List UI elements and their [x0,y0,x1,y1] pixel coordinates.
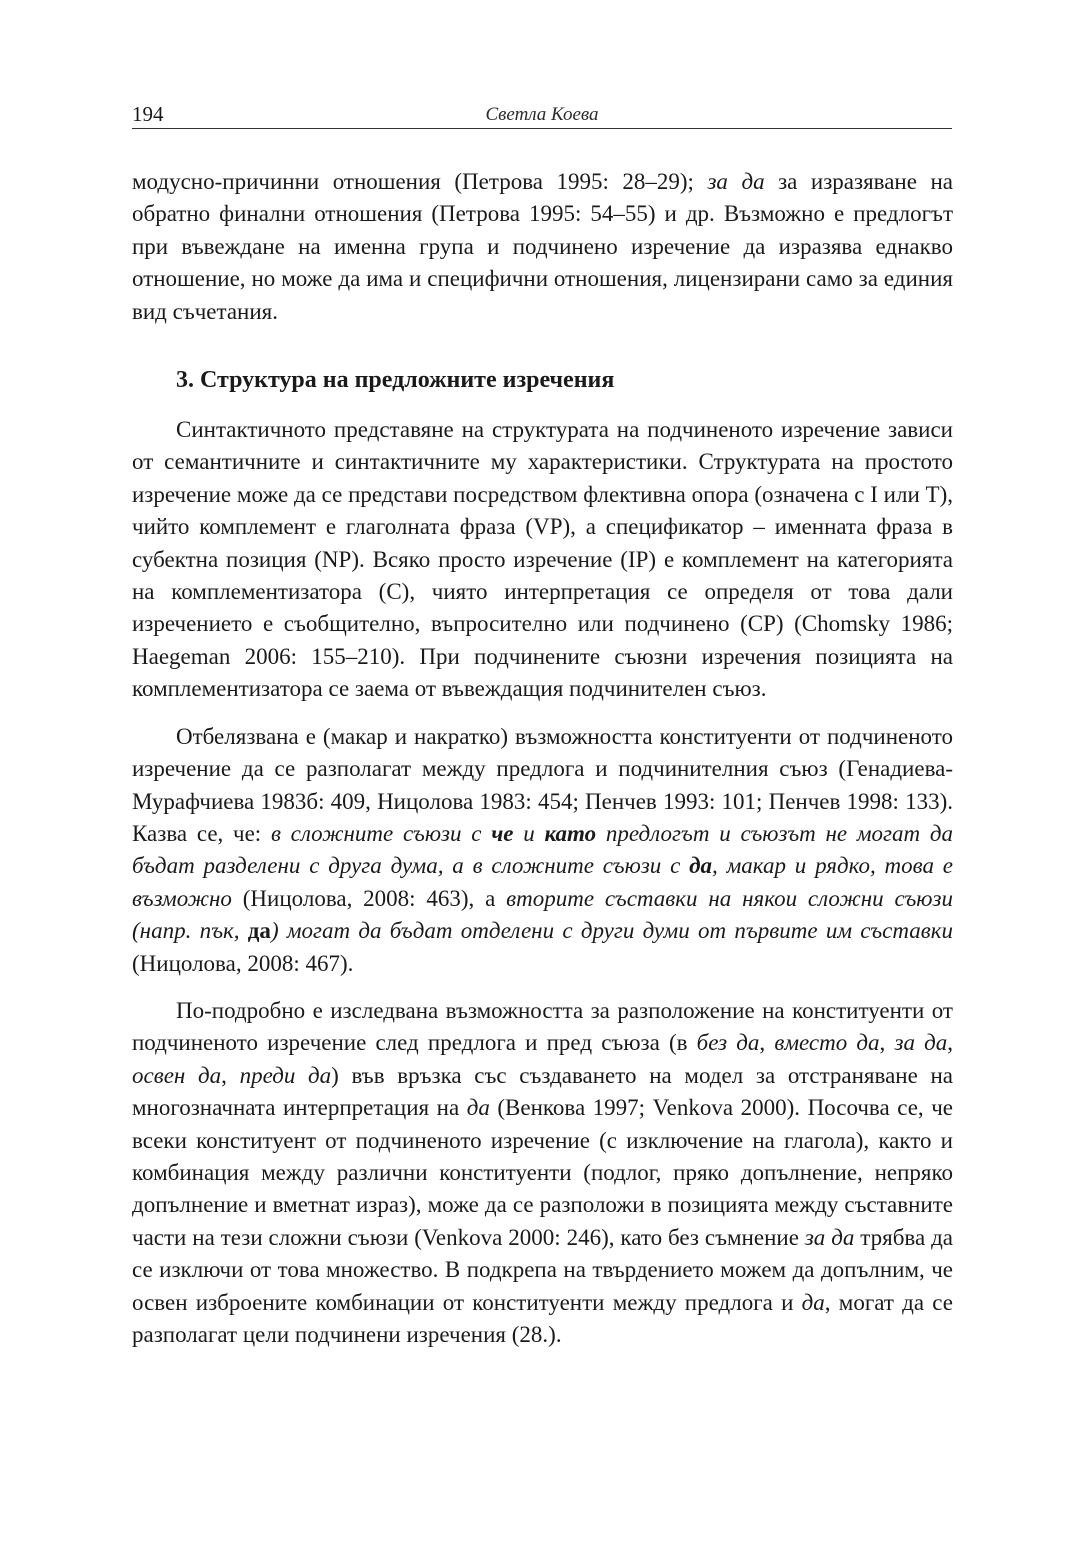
italic-term: освен да [132,1062,222,1088]
text-run: ) във връзка със създаването на модел за отстраняване на многозначната интерпретация на [132,1062,953,1121]
running-head-author: Светла Коева [485,104,599,125]
text-run: (Ницолова, 2008: 467). [132,950,354,976]
section-heading: 3. Структура на предложните изречения [176,367,615,394]
page-header [132,100,952,129]
bold-term: да [247,918,271,944]
paragraph-gap [132,980,953,995]
text-run: трябва да се изключи от това множество. В подкрепа на твърдението можем да допълним, че освен изброените комбинации от конституенти между предлога и [132,1224,953,1315]
italic-term: за да [894,1030,948,1056]
paragraph-detailed-study [132,995,953,1351]
quote-italic: предлогът и съюзът не могат да бъдат разделени с друга дума, а в сложните съюзи с [132,820,953,879]
italic-term: за да [804,1224,855,1250]
italic-term: за да [707,169,765,194]
intro-paragraph [132,166,953,328]
text-run: (Венкова 1997; Venkova 2000). Посочва се, че всеки конституент от подчиненото изречение (с изключение на глагола), както и комбинация между различни конституенти (подлог, пряко допълнение, непряко допълнение и вметнат израз), може да се разположи в позицията между съставните части на тези сложни съюзи (Venkova 2000: 246), като без съмнение [132,1095,953,1250]
paragraph-gap [132,706,953,721]
italic-term: вместо да [774,1030,880,1056]
text-run: модусно-причинни отношения (Петрова 1995: 28–29); [132,169,708,194]
quote-italic: и [513,820,545,846]
italic-term: да [801,1289,825,1315]
quote-italic: ) могат да бъдат отделени с други думи от първите им съставки [270,918,953,944]
text-run: за изразяване на обратно финални отношения (Петрова 1995: 54–55) и др. Възможно е предлогът при въвеждане на именна група и подчинено изречение да изразява еднакво отношение, но може да има и специфични отношения, лицензирани само за единия вид съчетания. [132,169,953,324]
quote-italic: вторите съставки на някои сложни съюзи (напр. пък, [132,885,953,944]
italic-term: без да [696,1030,760,1056]
quote-italic: , макар и рядко, това е възможно [132,853,954,911]
text-run: , [947,1030,953,1056]
text-run: , [221,1062,240,1088]
paragraph-structure: Синтактичното представяне на структурата на подчиненото изречение зависи от семантичните и синтактичните му характеристики. Структурата на простото изречение може да се представи посредством флективна опора (означена с I или Т), чийто комплемент е глаголната фраза (VP), а спецификатор – именната фраза в субектна позиция (NP). Всяко просто изречение (IP) е комплемент на категорията на комплементизатора (С), чиято интерпретация се определя от това дали изречението е съобщително, въпросително или подчинено (СР) (Chomsky 1986; Haegeman 2006: 155–210). При подчинените съюзни изречения позицията на комплементизатора се заема от въвеждащия подчинителен съюз. [132,417,953,702]
italic-term: преди да [239,1062,332,1088]
text-run: (Ницолова, 2008: 463), а [231,885,507,911]
text-run: Отбелязвана е (макар и накратко) възможността конституенти от подчиненото изречение да се разполагат между предлога и подчинителния съюз (Генадиева-Мурафчиева 1983б: 409, Ницолова 1983: 454; Пенчев 1993: 101; Пенчев 1998: 133). Казва се, че: [132,723,953,846]
body-text [132,166,953,1351]
text-run: По-подробно е изследвана възможността за разположение на конституенти от подчиненото изречение след предлога и пред съюза (в [132,997,953,1056]
text-run: , [759,1030,775,1056]
page-number: 194 [132,102,164,126]
text-run: , могат да се разполагат цели подчинени изречения (28.). [132,1289,954,1347]
bold-italic-term: като [544,820,597,846]
quote-italic: в сложните съюзи с [270,820,492,846]
paragraph-constituents [132,721,953,980]
bold-italic-term: че [491,820,514,846]
bold-italic-term: да [689,853,713,879]
italic-term: да [466,1095,490,1121]
text-run: , [879,1030,895,1056]
